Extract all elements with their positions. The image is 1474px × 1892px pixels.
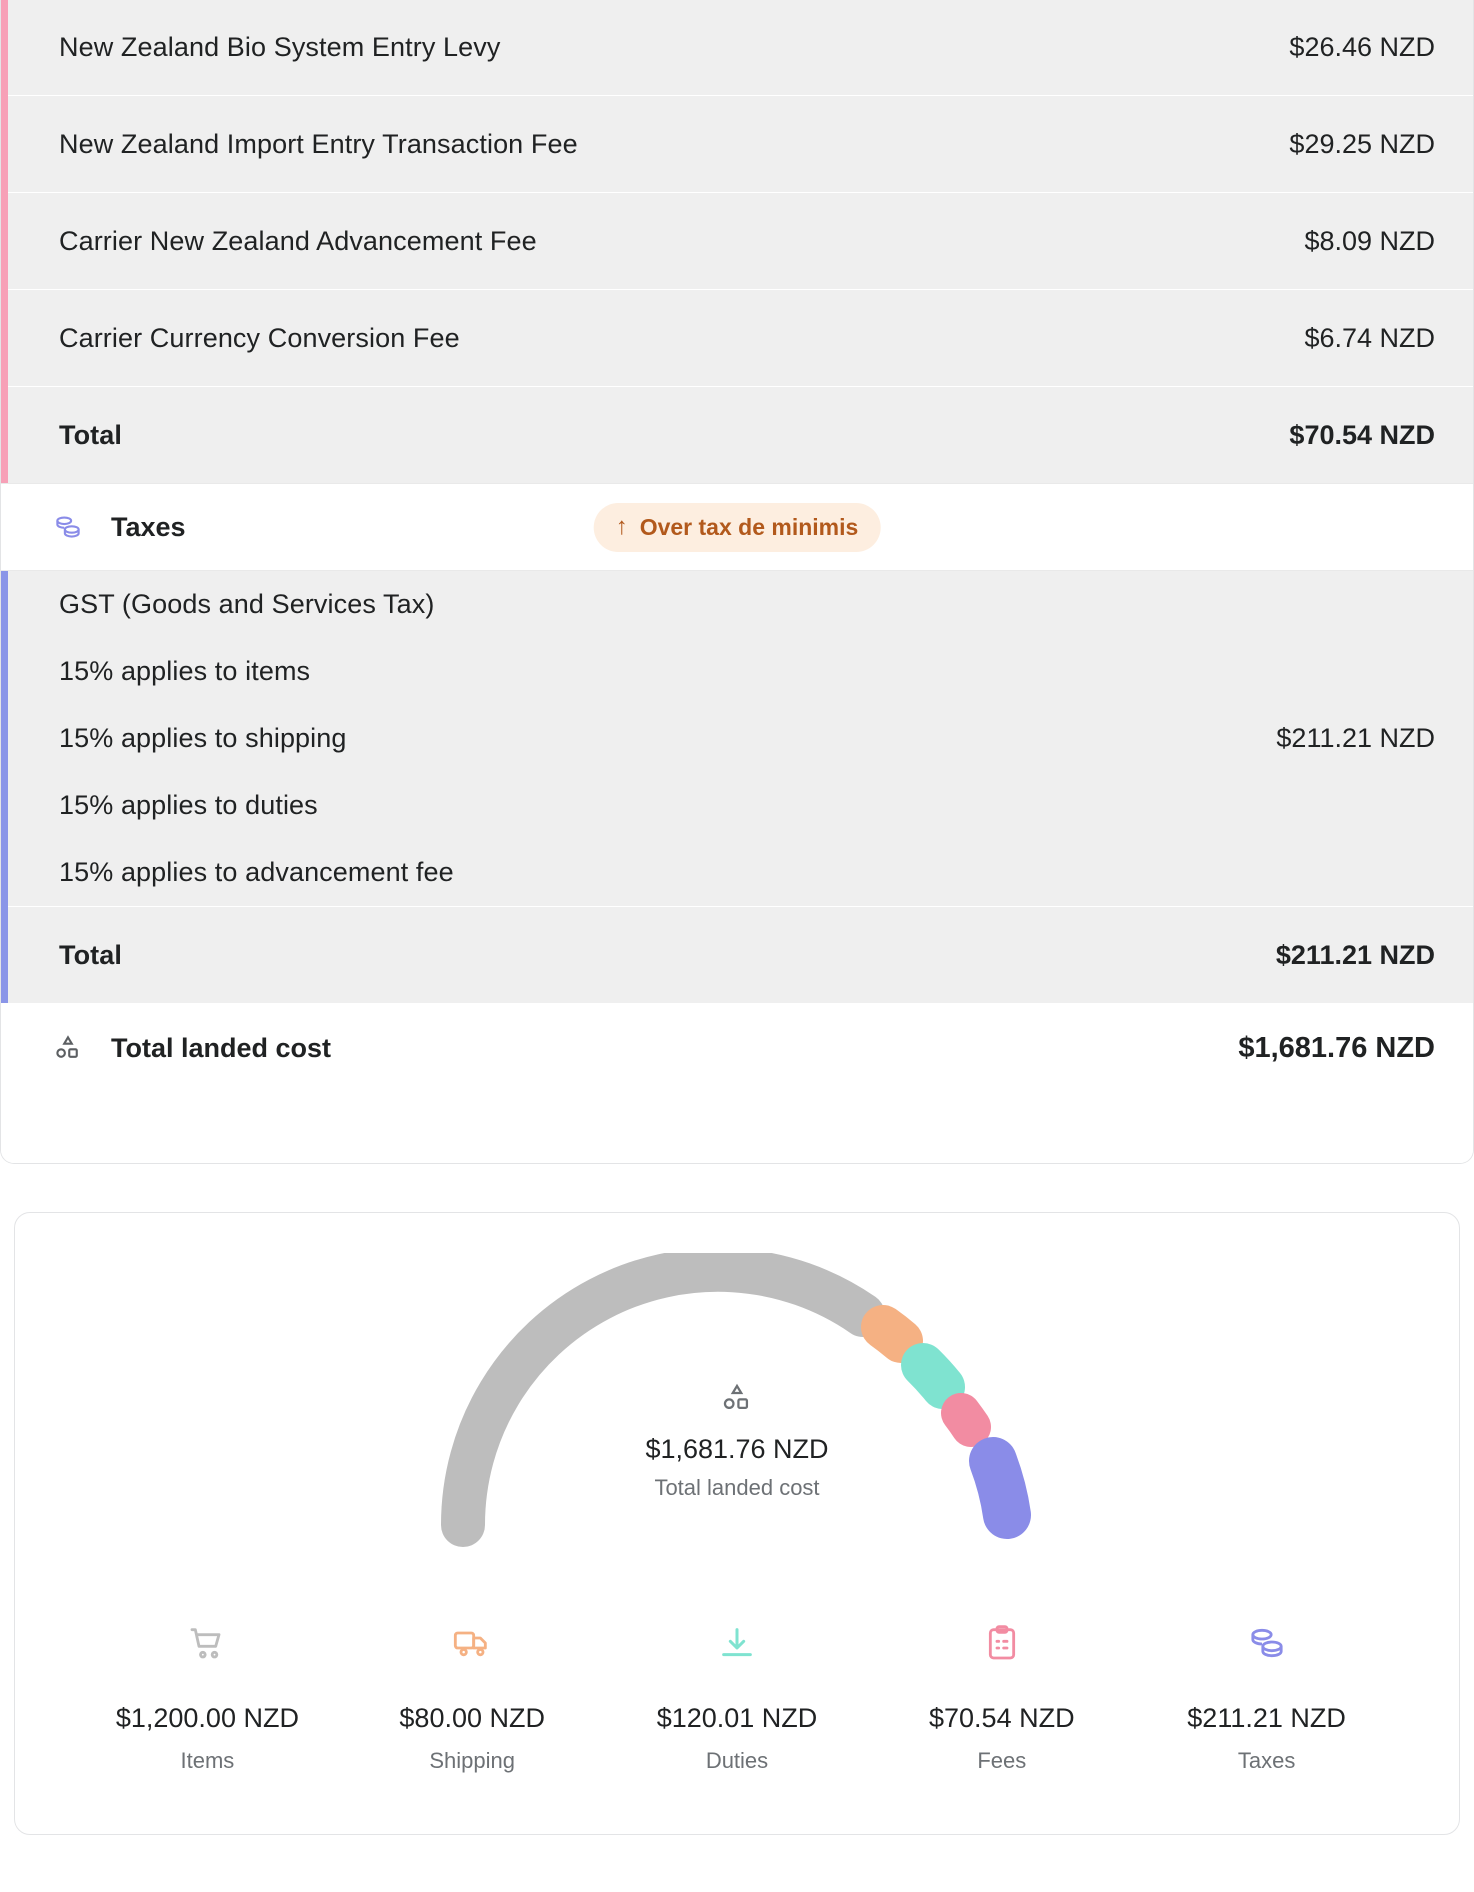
cart-icon <box>75 1611 340 1675</box>
shapes-icon <box>15 1381 1459 1420</box>
taxes-section-header <box>1 483 1473 571</box>
tax-label: 15% applies to duties <box>59 790 318 820</box>
legend-item-items <box>75 1611 340 1774</box>
taxes-heading-row <box>1 571 1473 638</box>
legend-item-shipping <box>340 1611 605 1774</box>
legend-item-taxes <box>1134 1611 1399 1774</box>
total-landed-cost-label: Total landed cost <box>111 1032 332 1063</box>
status-badge-text: Over tax de minimis <box>639 513 859 540</box>
shapes-icon <box>53 1033 83 1063</box>
download-icon <box>605 1611 870 1675</box>
taxes-total-row <box>1 907 1473 1003</box>
tax-label: 15% applies to shipping <box>59 723 347 753</box>
legend-value: $80.00 NZD <box>399 1703 545 1733</box>
table-row <box>1 0 1473 95</box>
tax-label: 15% applies to advancement fee <box>59 857 454 887</box>
legend-item-duties <box>605 1611 870 1774</box>
taxes-total-label: Total <box>59 939 122 970</box>
table-row <box>1 193 1473 289</box>
fee-value: $26.46 NZD <box>1289 31 1435 62</box>
gst-heading: GST (Goods and Services Tax) <box>59 589 435 619</box>
gauge-total-caption: Total landed cost <box>654 1475 820 1500</box>
coins-icon <box>53 512 83 542</box>
cost-summary-card <box>14 1212 1460 1835</box>
fee-label: New Zealand Import Entry Transaction Fee <box>59 128 578 159</box>
taxes-rows <box>1 571 1473 1003</box>
table-row <box>1 705 1473 772</box>
legend-value: $120.01 NZD <box>656 1703 818 1733</box>
arrow-up-icon: ↑ <box>615 513 628 540</box>
fees-total-label: Total <box>59 419 122 450</box>
status-badge <box>594 503 881 552</box>
total-landed-cost-row <box>1 1003 1473 1093</box>
legend-label: Items <box>180 1748 235 1773</box>
truck-icon <box>340 1611 605 1675</box>
legend-label: Duties <box>705 1748 769 1773</box>
tax-value: $211.21 NZD <box>1276 723 1435 753</box>
table-row <box>1 290 1473 386</box>
fee-label: New Zealand Bio System Entry Levy <box>59 31 501 62</box>
taxes-title: Taxes <box>111 511 186 542</box>
total-landed-cost-value: $1,681.76 NZD <box>1238 1031 1435 1064</box>
fees-total-row <box>1 387 1473 483</box>
fee-value: $8.09 NZD <box>1304 225 1435 256</box>
table-row <box>1 638 1473 705</box>
fee-value: $29.25 NZD <box>1289 128 1435 159</box>
legend-value: $1,200.00 NZD <box>115 1703 299 1733</box>
table-row <box>1 772 1473 839</box>
fees-total-value: $70.54 NZD <box>1289 419 1435 450</box>
legend-label: Fees <box>977 1748 1027 1773</box>
fees-group <box>1 0 1473 483</box>
card-footer-space <box>1 1093 1473 1163</box>
fee-value: $6.74 NZD <box>1304 322 1435 353</box>
landed-cost-gauge <box>15 1253 1459 1553</box>
legend-item-fees <box>869 1611 1134 1774</box>
taxes-accent-bar <box>1 571 8 1003</box>
table-row <box>1 839 1473 906</box>
cost-legend <box>15 1553 1459 1774</box>
legend-label: Taxes <box>1237 1748 1296 1773</box>
summary-section <box>0 1164 1474 1835</box>
fees-accent-bar <box>1 0 8 483</box>
legend-label: Shipping <box>429 1748 516 1773</box>
fee-label: Carrier Currency Conversion Fee <box>59 322 460 353</box>
taxes-group <box>1 571 1473 1003</box>
coins-icon <box>1134 1611 1399 1675</box>
fee-label: Carrier New Zealand Advancement Fee <box>59 225 537 256</box>
fees-rows <box>1 0 1473 483</box>
legend-value: $211.21 NZD <box>1187 1703 1346 1733</box>
clipboard-icon <box>869 1611 1134 1675</box>
taxes-total-value: $211.21 NZD <box>1275 939 1435 970</box>
gauge-total-value: $1,681.76 NZD <box>645 1434 829 1464</box>
gauge-segment-shipping <box>883 1327 901 1341</box>
gauge-center-content <box>15 1381 1459 1501</box>
table-row <box>1 96 1473 192</box>
legend-value: $70.54 NZD <box>929 1703 1075 1733</box>
tax-label: 15% applies to items <box>59 656 311 686</box>
